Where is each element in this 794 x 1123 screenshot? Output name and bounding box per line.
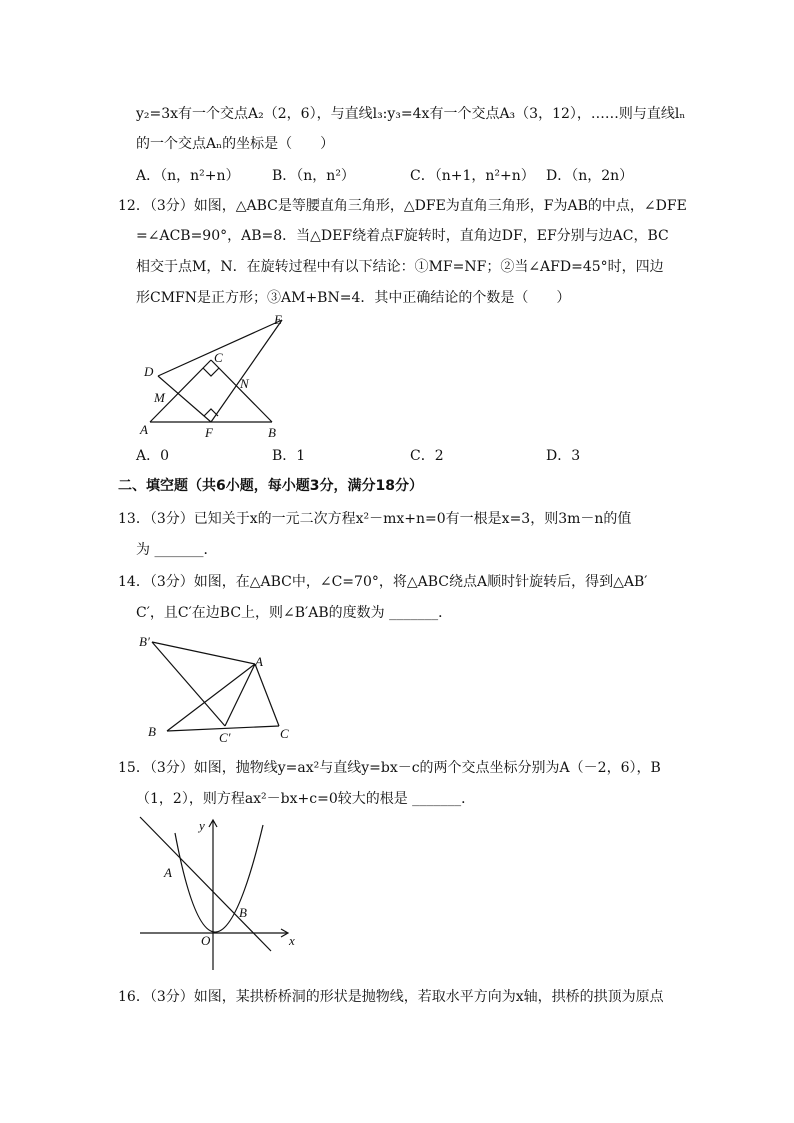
q15-line: [140, 817, 271, 951]
q14-label-b: B: [148, 724, 156, 739]
q12-right-angle-c: [203, 368, 219, 376]
q14-segment-ab1: [152, 642, 255, 664]
q15-figure: [135, 815, 310, 975]
q12-label-e: E: [274, 312, 282, 327]
q14-figure: [135, 628, 305, 748]
q11-line-2: 的一个交点Aₙ的坐标是（ ）: [136, 136, 335, 152]
q12-label-c: C: [214, 350, 223, 365]
q11-option-c: C．（n+1，n²+n）: [410, 168, 535, 184]
q14-label-a: A: [255, 654, 263, 669]
q11-option-a: A．（n，n²+n）: [136, 168, 240, 184]
q14-segment-b1c1: [152, 642, 225, 726]
q14-line-2: C′，且C′在边BC上，则∠B′AB的度数为 _______．: [136, 605, 453, 621]
q15-label-a: A: [164, 865, 172, 880]
q12-option-a: A．0: [136, 448, 170, 464]
q15-line-2: （1，2），则方程ax²－bx+c=0较大的根是 _______．: [136, 791, 476, 807]
q12-segment-de: [158, 320, 282, 376]
q12-option-d: D．3: [546, 448, 581, 464]
q15-parabola: [175, 825, 263, 932]
q12-option-b: B．1: [272, 448, 306, 464]
q15-label-o: O: [201, 933, 211, 948]
q12-label-d: D: [144, 364, 154, 379]
q12-line-2: =∠ACB=90°，AB=8．当△DEF绕着点F旋转时，直角边DF，EF分别与边AC，BC: [136, 228, 669, 244]
q14-label-b-prime: B′: [139, 634, 150, 649]
q11-option-b: B．（n，n²）: [272, 168, 355, 184]
q15-label-y: y: [199, 818, 205, 833]
q12-label-f: F: [205, 425, 213, 440]
q13-line-1: 13．（3分）已知关于x的一元二次方程x²－mx+n=0有一根是x=3，则3m－n的值: [118, 511, 632, 527]
q14-segment-ac1: [225, 664, 255, 726]
q14-line-1: 14．（3分）如图，在△ABC中，∠C=70°，将△ABC绕点A顺时针旋转后，得到△AB′: [118, 574, 648, 590]
q11-line-1: y₂=3x有一个交点A₂（2，6），与直线l₃:y₃=4x有一个交点A₃（3，12），……则与直线lₙ: [136, 106, 686, 122]
q16-line-1: 16．（3分）如图，某拱桥桥洞的形状是抛物线，若取水平方向为x轴，拱桥的拱顶为原点: [118, 989, 664, 1005]
q12-option-c: C．2: [410, 448, 444, 464]
q13-line-2: 为 _______．: [136, 542, 218, 558]
q15-label-b: B: [239, 905, 247, 920]
q15-line-1: 15．（3分）如图，抛物线y=ax²与直线y=bx－c的两个交点坐标分别为A（－2，6），B: [118, 760, 661, 776]
q12-line-4: 形CMFN是正方形；③AM+BN=4．其中正确结论的个数是（ ）: [136, 290, 571, 306]
q12-label-m: M: [154, 390, 165, 405]
q12-segment-bc: [211, 360, 272, 422]
q14-label-c-prime: C′: [219, 730, 231, 745]
q12-line-3: 相交于点M，N．在旋转过程中有以下结论：①MF=NF；②当∠AFD=45°时，四边: [136, 259, 664, 275]
q12-figure: [130, 310, 310, 440]
q15-label-x: x: [289, 933, 295, 948]
q12-label-n: N: [240, 376, 249, 391]
q12-label-b: B: [268, 425, 276, 440]
q11-option-d: D．（n，2n）: [546, 168, 634, 184]
section-2-heading: 二、填空题（共6小题，每小题3分，满分18分）: [118, 478, 423, 494]
q12-line-1: 12．（3分）如图，△ABC是等腰直角三角形，△DFE为直角三角形，F为AB的中点，∠DFE: [118, 198, 687, 214]
q12-label-a: A: [140, 422, 148, 437]
q14-label-c: C: [280, 726, 289, 741]
q14-segment-ac: [255, 664, 279, 726]
q12-segment-df: [158, 376, 211, 422]
